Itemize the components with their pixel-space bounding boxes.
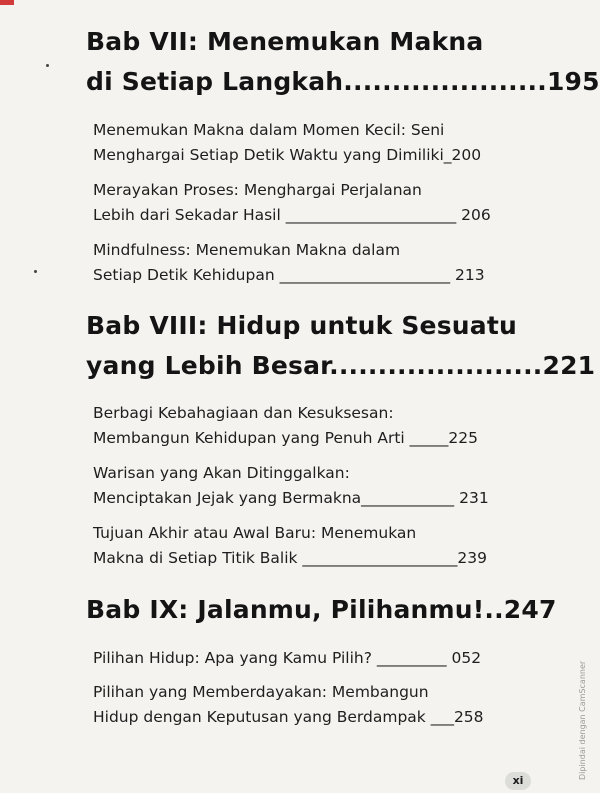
entry-line: Membangun Kehidupan yang Penuh Arti _____225: [93, 429, 479, 447]
entry-line: Pilihan yang Memberdayakan: Membangun: [93, 683, 429, 701]
entry-line: Warisan yang Akan Ditinggalkan:: [93, 464, 350, 482]
toc-entry: [93, 461, 533, 511]
entry-line: Berbagi Kebahagiaan dan Kesuksesan:: [93, 404, 394, 422]
chapter-title-line: yang Lebih Besar......................221: [86, 351, 596, 380]
margin-dot: [34, 270, 37, 273]
toc-entry: [93, 118, 533, 168]
entry-line: Mindfulness: Menemukan Makna dalam: [93, 241, 401, 259]
toc-entry: [93, 178, 533, 228]
entry-line: Pilihan Hidup: Apa yang Kamu Pilih? _________ 052: [93, 649, 482, 667]
entry-line: Makna di Setiap Titik Balik ____________________239: [93, 549, 488, 567]
page-number: xi: [505, 772, 531, 790]
chapter-heading: [86, 306, 596, 386]
chapter-title-line: di Setiap Langkah.....................195: [86, 67, 600, 96]
entry-line: Merayakan Proses: Menghargai Perjalanan: [93, 181, 422, 199]
toc-entry: [93, 646, 533, 671]
entry-line: Lebih dari Sekadar Hasil ______________________ 206: [93, 206, 491, 224]
toc-entry: [93, 521, 533, 571]
margin-dot: [46, 64, 49, 67]
entry-line: Tujuan Akhir atau Awal Baru: Menemukan: [93, 524, 417, 542]
entry-line: Setiap Detik Kehidupan ______________________ 213: [93, 266, 485, 284]
chapter-heading: [86, 22, 600, 102]
chapter-title-line: Bab IX: Jalanmu, Pilihanmu!..247: [86, 595, 557, 624]
entry-line: Menemukan Makna dalam Momen Kecil: Seni: [93, 121, 445, 139]
corner-mark: [0, 0, 14, 5]
entry-line: Menghargai Setiap Detik Waktu yang Dimiliki_200: [93, 146, 482, 164]
toc-entry: [93, 238, 533, 288]
chapter-heading: [86, 590, 557, 630]
scanner-watermark: Dipindai dengan CamScanner: [578, 660, 587, 780]
toc-entry: [93, 680, 533, 730]
chapter-title-line: Bab VIII: Hidup untuk Sesuatu: [86, 311, 517, 340]
entry-line: Hidup dengan Keputusan yang Berdampak ___258: [93, 708, 484, 726]
toc-entry: [93, 401, 533, 451]
entry-line: Menciptakan Jejak yang Bermakna____________ 231: [93, 489, 489, 507]
chapter-title-line: Bab VII: Menemukan Makna: [86, 27, 484, 56]
